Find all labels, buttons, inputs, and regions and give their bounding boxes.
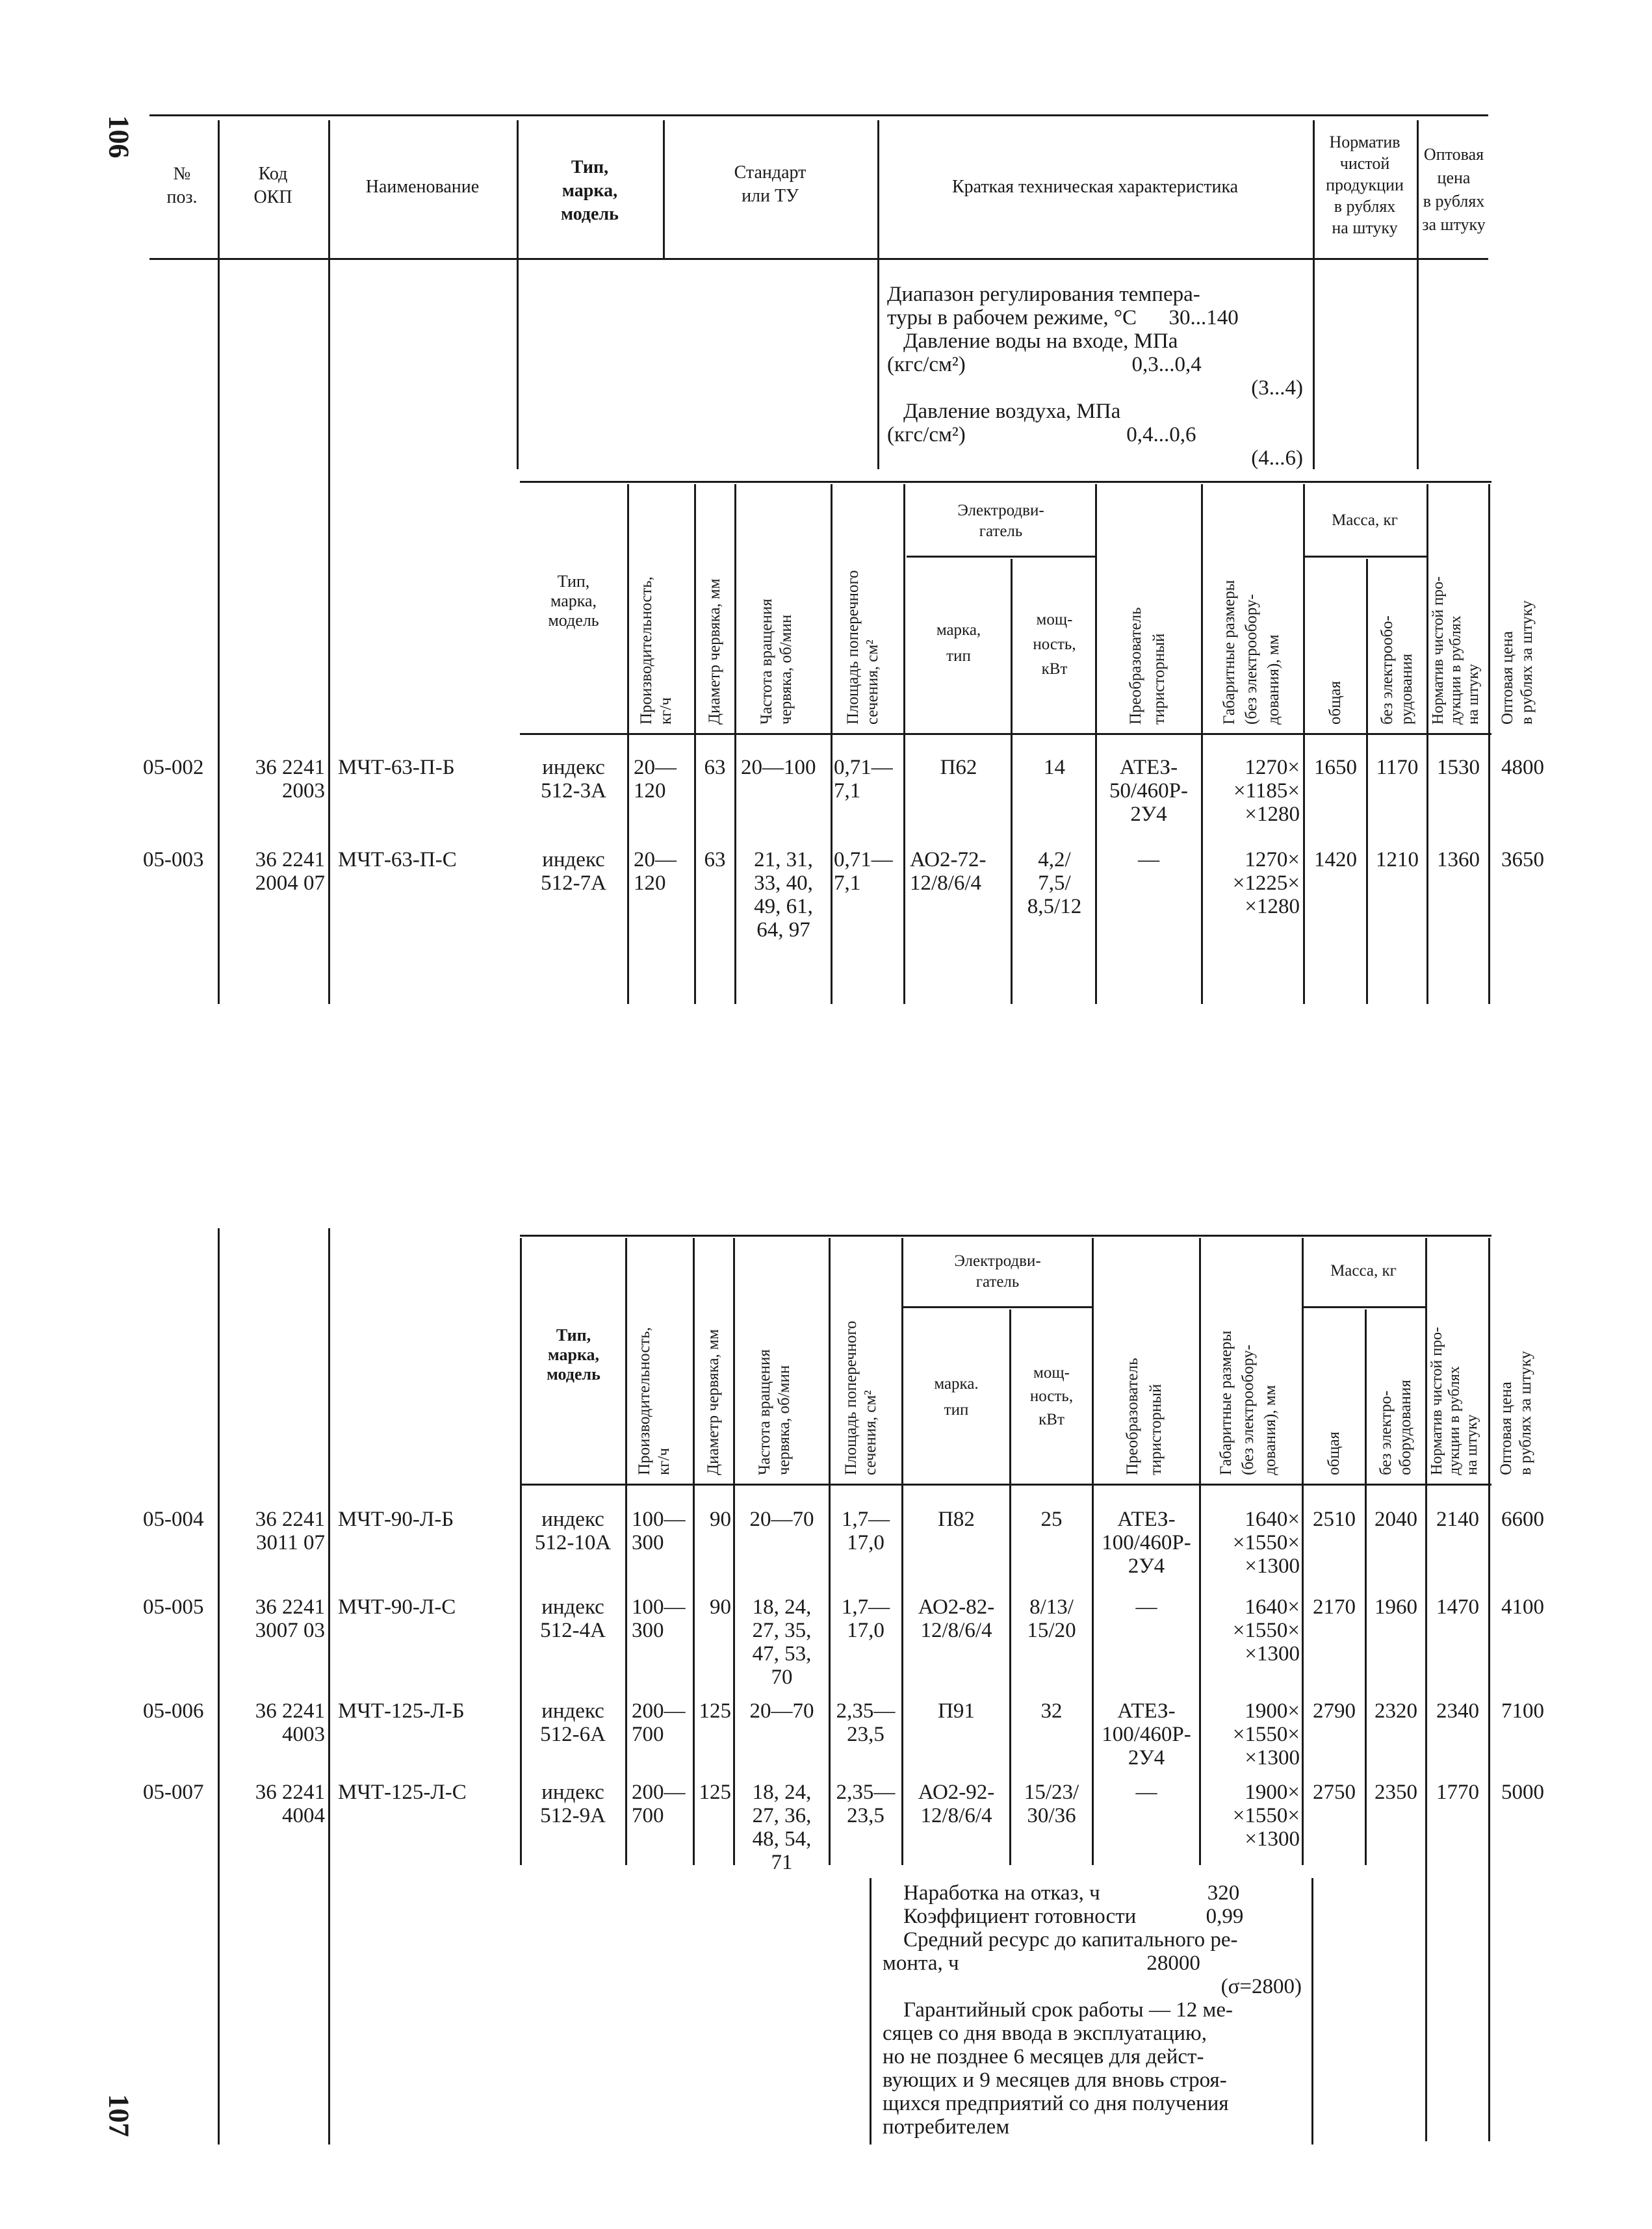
sub-header-productivity: Производительность, кг/ч	[636, 1327, 673, 1475]
header-pos: № поз.	[166, 164, 198, 207]
cell-mass-no-equip: 1960	[1375, 1595, 1417, 1619]
cell-name: МЧТ-125-Л-Б	[338, 1699, 465, 1723]
cell-motor-power: 8/13/ 15/20	[1027, 1595, 1076, 1642]
cell-rpm: 18, 24, 27, 35, 47, 53, 70	[752, 1595, 812, 1689]
cell-motor-mark: П91	[938, 1699, 975, 1723]
cell-prod: 200— 700	[632, 1781, 686, 1827]
sub-header-price: Оптовая цена в рублях за штуку	[1497, 1350, 1534, 1475]
header-norm: Норматив чистой продукции в рублях на штуку	[1326, 133, 1404, 237]
cell-name: МЧТ-125-Л-С	[338, 1781, 467, 1804]
sub-header-mass: Масса, кг	[1332, 511, 1398, 529]
cell-mass-total: 1420	[1314, 848, 1357, 871]
cell-rpm: 18, 24, 27, 36, 48, 54, 71	[752, 1781, 812, 1874]
cell-motor-mark: П62	[940, 756, 977, 779]
cell-area: 1,7— 17,0	[841, 1508, 890, 1554]
cell-okp: 36 2241 2004 07	[255, 848, 325, 895]
cell-converter: АТЕЗ- 50/460Р- 2У4	[1109, 756, 1188, 826]
bottom-note-line: Средний ресурс до капитального ре-	[903, 1928, 1238, 1952]
top-note-line: (4...6)	[1251, 446, 1303, 470]
sub-header-diameter: Диаметр червяка, мм	[706, 578, 723, 725]
cell-motor-mark: АО2-92- 12/8/6/4	[918, 1781, 995, 1827]
bottom-note-line: (σ=2800)	[1220, 1975, 1302, 1998]
top-note-line: Диапазон регулирования темпера-	[887, 283, 1200, 306]
cell-type: индекс 512-3А	[541, 756, 606, 803]
cell-type: индекс 512-4А	[540, 1595, 606, 1642]
sub-header-dimensions: Габаритные размеры (без электрообору- дования), мм	[1220, 580, 1282, 725]
cell-okp: 36 2241 3011 07	[255, 1508, 325, 1554]
cell-prod: 20— 120	[634, 756, 677, 803]
cell-dimensions: 1640× ×1550× ×1300	[1232, 1508, 1300, 1578]
cell-price: 4100	[1501, 1595, 1544, 1619]
sub-header-motor: Электродви- гатель	[957, 502, 1044, 540]
cell-pos: 05-003	[143, 848, 204, 871]
sub-header-converter: Преобразователь тиристорный	[1124, 1358, 1165, 1475]
cell-diam: 63	[704, 848, 726, 871]
cell-price: 6600	[1501, 1508, 1544, 1531]
page-number-top: 106	[103, 115, 135, 159]
sub-header-mass-total: общая	[1326, 680, 1344, 725]
sub-header-diameter: Диаметр червяка, мм	[704, 1329, 722, 1475]
cell-prod: 20— 120	[634, 848, 677, 895]
cell-dimensions: 1270× ×1225× ×1280	[1232, 848, 1300, 918]
sub-header-converter: Преобразователь тиристорный	[1127, 607, 1168, 725]
header-price: Оптовая цена в рублях за штуку	[1422, 145, 1486, 234]
cell-converter: —	[1138, 848, 1159, 871]
cell-mass-no-equip: 1210	[1376, 848, 1419, 871]
cell-type: индекс 512-9А	[540, 1781, 606, 1827]
cell-pos: 05-005	[143, 1595, 204, 1619]
bottom-note-line: Наработка на отказ, ч 320	[903, 1881, 1240, 1905]
cell-area: 2,35— 23,5	[836, 1781, 896, 1827]
bottom-note-line: но не позднее 6 месяцев для дейст-	[883, 2045, 1204, 2068]
cell-mass-total: 2170	[1313, 1595, 1356, 1619]
sub-header-motor-power: мощ- ность, кВт	[1033, 611, 1076, 678]
bottom-note-line: Коэффициент готовности 0,99	[903, 1905, 1244, 1928]
bottom-note-line: потребителем	[883, 2115, 1010, 2139]
cell-pos: 05-007	[143, 1781, 204, 1804]
cell-price: 4800	[1501, 756, 1544, 779]
cell-mass-total: 2790	[1313, 1699, 1356, 1723]
cell-converter: —	[1135, 1781, 1157, 1804]
cell-motor-power: 25	[1040, 1508, 1063, 1531]
page-number-bottom: 107	[103, 2094, 135, 2137]
cell-mass-no-equip: 2320	[1375, 1699, 1417, 1723]
cell-converter: —	[1135, 1595, 1157, 1619]
sub-header-type: Тип, марка, модель	[547, 1326, 600, 1384]
sub-header-dimensions: Габаритные размеры (без электрообору- дования), мм	[1217, 1330, 1279, 1475]
sub-header-productivity: Производительность, кг/ч	[638, 576, 675, 725]
cell-rpm: 21, 31, 33, 40, 49, 61, 64, 97	[754, 848, 813, 942]
cell-okp: 36 2241 2003	[255, 756, 325, 803]
bottom-note-line: сяцев со дня ввода в эксплуатацию,	[883, 2022, 1207, 2045]
cell-mass-no-equip: 2040	[1375, 1508, 1417, 1531]
cell-converter: АТЕЗ- 100/460Р- 2У4	[1102, 1699, 1191, 1770]
cell-norm: 2140	[1436, 1508, 1479, 1531]
cell-dimensions: 1640× ×1550× ×1300	[1232, 1595, 1300, 1666]
cell-rpm: 20—70	[749, 1508, 814, 1531]
sub-header-mass-total: общая	[1325, 1431, 1343, 1475]
cell-rpm: 20—70	[749, 1699, 814, 1723]
cell-norm: 2340	[1436, 1699, 1479, 1723]
sub-header-mass-no-equip: без электро- оборудования	[1377, 1380, 1414, 1475]
cell-prod: 100— 300	[632, 1595, 686, 1642]
sub-header-price: Оптовая цена в рублях за штуку	[1499, 600, 1536, 725]
sub-header-motor: Электродви- гатель	[954, 1252, 1041, 1291]
cell-dimensions: 1900× ×1550× ×1300	[1232, 1699, 1300, 1770]
cell-norm: 1530	[1437, 756, 1480, 779]
cell-norm: 1770	[1436, 1781, 1479, 1804]
cell-diam: 125	[699, 1699, 731, 1723]
cell-name: МЧТ-90-Л-С	[338, 1595, 456, 1619]
cell-name: МЧТ-63-П-Б	[338, 756, 455, 779]
cell-diam: 125	[699, 1781, 731, 1804]
cell-name: МЧТ-90-Л-Б	[338, 1508, 454, 1531]
top-note-line: Давление воды на входе, МПа	[903, 329, 1178, 353]
sub-header-mass: Масса, кг	[1330, 1262, 1397, 1280]
cell-area: 1,7— 17,0	[841, 1595, 890, 1642]
cell-converter: АТЕЗ- 100/460Р- 2У4	[1102, 1508, 1191, 1578]
cell-area: 0,71— 7,1	[834, 756, 893, 803]
cell-mass-total: 1650	[1314, 756, 1357, 779]
top-note-line: (кгс/см²) 0,4...0,6	[887, 423, 1196, 446]
sub-header-motor-mark: марка, тип	[936, 621, 981, 665]
cell-diam: 63	[704, 756, 726, 779]
cell-price: 5000	[1501, 1781, 1544, 1804]
sub-header-motor-power: мощ- ность, кВт	[1029, 1364, 1074, 1428]
header-okp: Код ОКП	[253, 164, 292, 207]
sub-header-mass-no-equip: без электрообо- рудования	[1378, 615, 1415, 725]
cell-diam: 90	[710, 1595, 731, 1619]
bottom-note-line: монта, ч 28000	[883, 1952, 1200, 1975]
cell-motor-power: 14	[1044, 756, 1065, 779]
cell-dimensions: 1900× ×1550× ×1300	[1232, 1781, 1300, 1851]
cell-norm: 1360	[1437, 848, 1480, 871]
sub-header-norm: Норматив чистой про- дукции в рублях на штуку	[1428, 1326, 1480, 1475]
sub-header-rpm: Частота вращения червяка, об/мин	[756, 1349, 793, 1475]
cell-okp: 36 2241 3007 03	[255, 1595, 325, 1642]
cell-motor-mark: АО2-72- 12/8/6/4	[910, 848, 987, 895]
sub-header-type: Тип, марка, модель	[548, 572, 599, 630]
cell-rpm: 20—100	[741, 756, 816, 779]
cell-norm: 1470	[1436, 1595, 1479, 1619]
cell-mass-total: 2510	[1313, 1508, 1356, 1531]
cell-okp: 36 2241 4003	[255, 1699, 325, 1746]
cell-area: 2,35— 23,5	[836, 1699, 896, 1746]
sub-header-area: Площадь поперечного сечения, см²	[844, 570, 881, 725]
header-tech: Краткая техническая характеристика	[951, 177, 1239, 197]
cell-okp: 36 2241 4004	[255, 1781, 325, 1827]
top-note-line: (кгс/см²) 0,3...0,4	[887, 353, 1202, 376]
cell-prod: 100— 300	[632, 1508, 686, 1554]
cell-area: 0,71— 7,1	[834, 848, 893, 895]
sub-header-area: Площадь поперечного сечения, см²	[842, 1321, 879, 1475]
sub-header-motor-mark: марка. тип	[934, 1375, 979, 1419]
cell-prod: 200— 700	[632, 1699, 686, 1746]
cell-motor-power: 4,2/ 7,5/ 8,5/12	[1027, 848, 1082, 918]
top-note-line: Давление воздуха, МПа	[903, 400, 1121, 423]
bottom-note-line: щихся предприятий со дня получения	[883, 2092, 1229, 2115]
bottom-note-line: Гарантийный срок работы — 12 ме-	[903, 1998, 1233, 2022]
bottom-note-line: вующих и 9 месяцев для вновь строя-	[883, 2068, 1227, 2092]
cell-name: МЧТ-63-П-С	[338, 848, 457, 871]
top-note-line: (3...4)	[1251, 376, 1303, 400]
cell-pos: 05-004	[143, 1508, 204, 1531]
cell-motor-mark: АО2-82- 12/8/6/4	[918, 1595, 995, 1642]
sub-header-norm: Норматив чистой про- дукции в рублях на штуку	[1430, 576, 1482, 725]
header-standard: Стандарт или ТУ	[734, 162, 807, 206]
header-name: Наименование	[365, 177, 480, 197]
cell-motor-power: 15/23/ 30/36	[1024, 1781, 1079, 1827]
sub-header-rpm: Частота вращения червяка, об/мин	[758, 599, 795, 725]
top-note-line: туры в рабочем режиме, °С 30...140	[887, 306, 1239, 329]
cell-dimensions: 1270× ×1185× ×1280	[1233, 756, 1300, 826]
cell-mass-total: 2750	[1313, 1781, 1356, 1804]
cell-mass-no-equip: 1170	[1376, 756, 1419, 779]
cell-type: индекс 512-7А	[541, 848, 606, 895]
cell-price: 3650	[1501, 848, 1544, 871]
cell-diam: 90	[710, 1508, 731, 1531]
cell-pos: 05-002	[143, 756, 204, 779]
cell-pos: 05-006	[143, 1699, 204, 1723]
cell-type: индекс 512-6А	[540, 1699, 606, 1746]
cell-motor-mark: П82	[938, 1508, 975, 1531]
cell-mass-no-equip: 2350	[1375, 1781, 1417, 1804]
cell-type: индекс 512-10А	[534, 1508, 612, 1554]
cell-motor-power: 32	[1040, 1699, 1063, 1723]
cell-price: 7100	[1501, 1699, 1544, 1723]
header-type: Тип, марка, модель	[560, 157, 619, 224]
